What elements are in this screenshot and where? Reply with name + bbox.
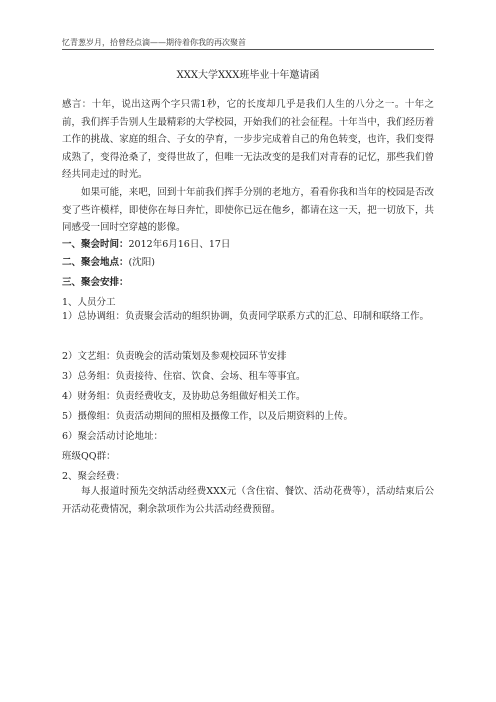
header-text: 忆青葱岁月，拾曾经点滴——期待着你我的再次聚首 <box>62 38 246 47</box>
meeting-place <box>62 254 155 268</box>
staffing-item-coordination: 1）总协调组：负责聚会活动的组织协调，负责同学联系方式的汇总、印制和联络工作。 <box>62 311 430 322</box>
meeting-time <box>62 236 230 250</box>
document-title: XXX大学XXX班毕业十年邀请函 <box>176 70 320 81</box>
meeting-arrangement-heading: 三、聚会安排： <box>62 277 129 288</box>
class-qq-group: 班级QQ群： <box>62 451 116 462</box>
staffing-item-finance: 4）财务组：负责经费收支，及协助总务组做好相关工作。 <box>62 391 306 402</box>
staffing-item-general: 3）总务组：负责接待、住宿、饮食、会场、租车等事宜。 <box>62 371 306 382</box>
staffing-item-arts: 2）文艺组：负责晚会的活动策划及参观校园环节安排 <box>62 351 287 362</box>
meeting-time-label: 一、聚会时间： <box>62 239 129 250</box>
header-divider <box>62 49 434 50</box>
staffing-item-photo: 5）摄像组：负责活动期间的照相及摄像工作，以及后期资料的上传。 <box>62 411 354 422</box>
funding-heading: 2、聚会经费： <box>62 471 126 482</box>
staffing-item-discussion: 6）聚会活动讨论地址： <box>62 431 164 442</box>
staffing-heading: 1、人员分工 <box>62 297 116 308</box>
invite-paragraph: 如果可能，来吧，回到十年前我们挥手分别的老地方，看看你我和当年的校园是否改变了些许模样，即使你在每日奔忙，即使你已远在他乡，都请在这一天，把一切放下，共同感受一回时空穿越的影像。 <box>62 187 434 234</box>
meeting-place-value: (沈阳) <box>128 257 155 268</box>
meeting-place-label: 二、聚会地点： <box>62 257 129 268</box>
funding-paragraph: 每人报道时预先交纳活动经费XXX元（含住宿、餐饮、活动花费等），活动结束后公开活动花费情况，剩余款项作为公共活动经费预留。 <box>62 486 434 515</box>
intro-paragraph: 感言：十年，说出这两个字只需1秒，它的长度却几乎是我们人生的八分之一。十年之前，我们挥手告别人生最精彩的大学校园，开始我们的社会征程。十年当中，我们经历着工作的挑战、家庭的组合、子女的孕育，一步步完成着自己的角色转变，也许，我们变得成熟了，变得沧桑了，变得世故了，但唯一无法改变的是我们对青春的记忆，那些我们曾经共同走过的时光。 <box>62 99 434 181</box>
meeting-time-value: 2012年6月16日、17日 <box>128 239 231 250</box>
